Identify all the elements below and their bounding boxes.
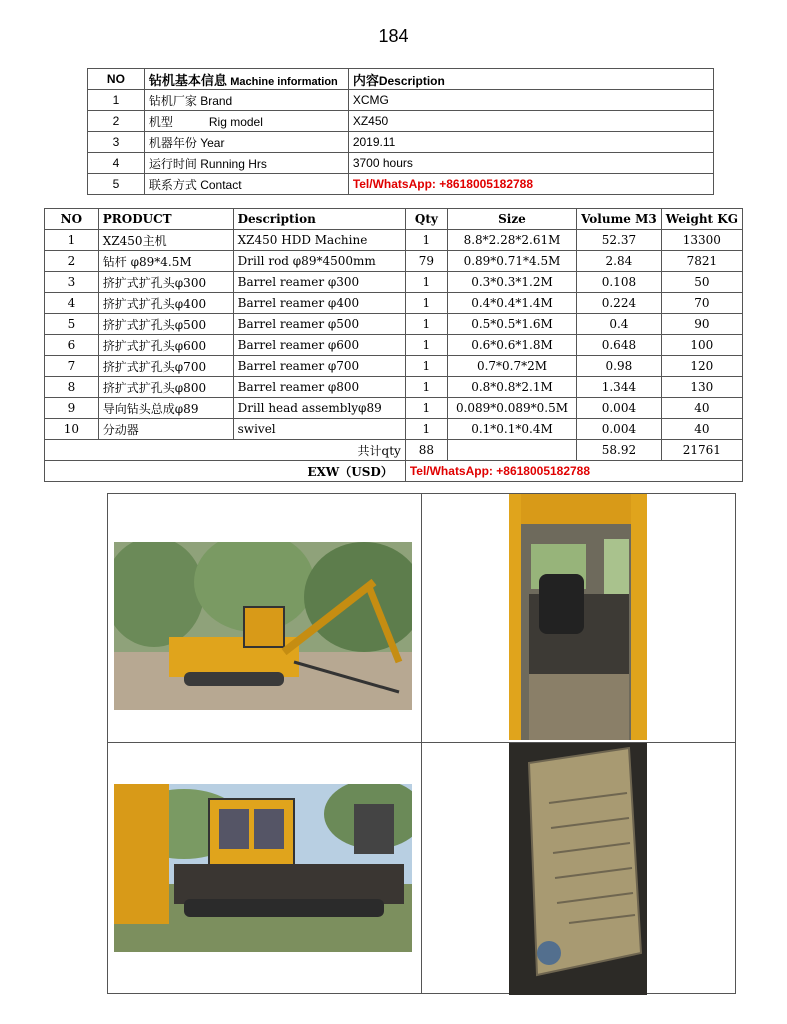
total-size-empty [447,440,576,461]
header-size: Size [447,209,576,230]
info-label [144,90,348,111]
cell-weight: 40 [661,398,742,419]
cell-product: 分动器 [98,419,233,440]
header-no: NO [45,209,99,230]
info-label-cn: 机型 [148,114,173,129]
cell-no: 1 [45,230,99,251]
cell-qty: 1 [405,398,447,419]
info-label-en: Rig model [208,114,263,129]
product-row [45,335,743,356]
info-label-en: Running Hrs [200,156,267,171]
cell-size: 0.6*0.6*1.8M [447,335,576,356]
cell-volume: 1.344 [577,377,662,398]
info-header-desc-cn: 内容 [352,73,379,89]
cell-size: 0.3*0.3*1.2M [447,272,576,293]
cell-size: 0.5*0.5*1.6M [447,314,576,335]
cell-description: Barrel reamer φ300 [233,272,405,293]
cell-no: 2 [45,251,99,272]
cell-description: XZ450 HDD Machine [233,230,405,251]
nameplate-image [509,743,647,995]
cell-description: Barrel reamer φ500 [233,314,405,335]
product-row [45,356,743,377]
cell-product: 挤扩式扩孔头φ400 [98,293,233,314]
cell-no: 9 [45,398,99,419]
cell-size: 0.8*0.8*2.1M [447,377,576,398]
cell-no: 7 [45,356,99,377]
grid-divider-vertical [421,494,422,993]
cell-qty: 1 [405,230,447,251]
product-header-row [45,209,743,230]
cell-no: 5 [45,314,99,335]
cell-volume: 0.648 [577,335,662,356]
cell-volume: 0.224 [577,293,662,314]
product-row [45,230,743,251]
cell-qty: 1 [405,419,447,440]
cell-description: Barrel reamer φ800 [233,377,405,398]
info-label [144,111,348,132]
total-weight: 21761 [661,440,742,461]
cell-qty: 1 [405,356,447,377]
product-row [45,377,743,398]
cell-no: 6 [45,335,99,356]
info-row [88,90,714,111]
cell-product: 挤扩式扩孔头φ800 [98,377,233,398]
cell-no: 8 [45,377,99,398]
info-value: 3700 hours [348,153,713,174]
cell-weight: 130 [661,377,742,398]
product-row [45,314,743,335]
info-label-cn: 机器年份 [148,135,197,150]
cell-size: 8.8*2.28*2.61M [447,230,576,251]
cell-product: 钻杆 φ89*4.5M [98,251,233,272]
photo-cab-interior [509,494,647,740]
cell-weight: 40 [661,419,742,440]
cell-product: XZ450主机 [98,230,233,251]
cell-product: 挤扩式扩孔头φ300 [98,272,233,293]
info-label-cn: 联系方式 [148,177,197,192]
info-label-cn: 运行时间 [148,156,197,171]
header-volume: Volume M3 [577,209,662,230]
cell-volume: 0.108 [577,272,662,293]
photo-nameplate [509,743,647,995]
cell-qty: 1 [405,377,447,398]
cell-description: Barrel reamer φ400 [233,293,405,314]
cell-description: Barrel reamer φ600 [233,335,405,356]
rig-rear-view-image [114,784,412,952]
cell-no: 10 [45,419,99,440]
photo-rig-side-view [114,542,412,710]
photo-rig-rear-view [114,784,412,952]
photo-grid [107,493,736,994]
cell-weight: 50 [661,272,742,293]
info-label-en: Year [200,135,225,150]
exw-row [45,461,743,482]
rig-side-view-image [114,542,412,710]
info-value: XZ450 [348,111,713,132]
cell-qty: 1 [405,293,447,314]
cell-product: 导向钻头总成φ89 [98,398,233,419]
info-label-en: Contact [200,177,242,192]
page-number: 184 [378,26,409,46]
info-header-desc-en: Description [378,73,445,88]
info-label-cn: 钻机厂家 [148,93,197,108]
cell-qty: 79 [405,251,447,272]
info-header-machine-info-cn: 钻机基本信息 [148,73,227,89]
total-label: 共计qty [45,440,406,461]
cell-product: 挤扩式扩孔头φ500 [98,314,233,335]
cell-volume: 0.98 [577,356,662,377]
info-no: 5 [88,174,145,195]
info-label-en: Brand [200,93,233,108]
total-qty: 88 [405,440,447,461]
info-label [144,132,348,153]
machine-info-table [87,68,714,195]
cell-size: 0.089*0.089*0.5M [447,398,576,419]
info-value: XCMG [348,90,713,111]
info-row [88,132,714,153]
header-qty: Qty [405,209,447,230]
info-no: 1 [88,90,145,111]
cell-no: 3 [45,272,99,293]
info-row [88,153,714,174]
info-header-machine-info [144,69,348,90]
cell-size: 0.7*0.7*2M [447,356,576,377]
info-value: 2019.11 [348,132,713,153]
info-no: 4 [88,153,145,174]
cell-size: 0.4*0.4*1.4M [447,293,576,314]
product-row [45,272,743,293]
info-label [144,153,348,174]
product-row [45,419,743,440]
cell-weight: 90 [661,314,742,335]
info-header-machine-info-en: Machine information [230,75,338,88]
product-row [45,398,743,419]
info-row [88,174,714,195]
info-label [144,174,348,195]
cell-description: Barrel reamer φ700 [233,356,405,377]
cell-no: 4 [45,293,99,314]
exw-label: EXW（USD） [45,461,406,482]
cab-interior-image [509,494,647,740]
cell-weight: 7821 [661,251,742,272]
cell-volume: 0.004 [577,398,662,419]
info-contact-value: Tel/WhatsApp: +8618005182788 [348,174,713,195]
cell-weight: 70 [661,293,742,314]
cell-volume: 52.37 [577,230,662,251]
cell-volume: 0.4 [577,314,662,335]
product-row [45,251,743,272]
cell-product: 挤扩式扩孔头φ700 [98,356,233,377]
header-description: Description [233,209,405,230]
cell-description: Drill head assemblyφ89 [233,398,405,419]
cell-qty: 1 [405,335,447,356]
cell-qty: 1 [405,272,447,293]
exw-contact: Tel/WhatsApp: +8618005182788 [405,461,742,482]
product-row [45,293,743,314]
cell-description: Drill rod φ89*4500mm [233,251,405,272]
cell-weight: 120 [661,356,742,377]
info-no: 2 [88,111,145,132]
cell-description: swivel [233,419,405,440]
cell-qty: 1 [405,314,447,335]
header-weight: Weight KG [661,209,742,230]
cell-weight: 100 [661,335,742,356]
info-no: 3 [88,132,145,153]
cell-volume: 0.004 [577,419,662,440]
total-volume: 58.92 [577,440,662,461]
cell-weight: 13300 [661,230,742,251]
product-table [44,208,743,482]
total-row [45,440,743,461]
info-row [88,111,714,132]
info-header-description [348,69,713,90]
cell-size: 0.1*0.1*0.4M [447,419,576,440]
cell-volume: 2.84 [577,251,662,272]
header-product: PRODUCT [98,209,233,230]
info-header-row [88,69,714,90]
cell-size: 0.89*0.71*4.5M [447,251,576,272]
cell-product: 挤扩式扩孔头φ600 [98,335,233,356]
info-header-no: NO [88,69,145,90]
